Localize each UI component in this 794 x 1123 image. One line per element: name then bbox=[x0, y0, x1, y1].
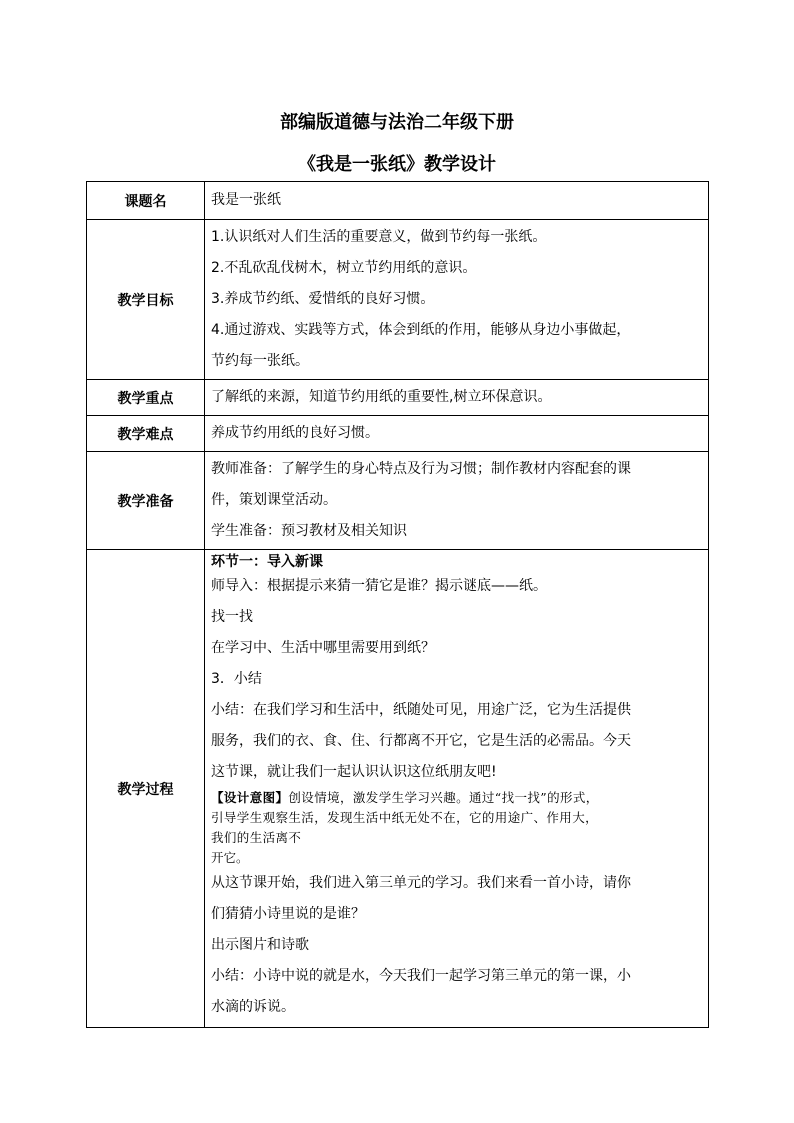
value-goals bbox=[205, 220, 709, 380]
process-line: 出示图片和诗歌 bbox=[211, 937, 309, 953]
table-row-focus bbox=[87, 380, 709, 416]
label-prep: 教学准备 bbox=[87, 452, 205, 550]
process-line: 小结：小诗中说的就是水，今天我们一起学习第三单元的第一课，小 bbox=[211, 968, 631, 984]
label-topic: 课题名 bbox=[87, 182, 205, 220]
label-process: 教学过程 bbox=[87, 550, 205, 1028]
design-intent-text: 创设情境，激发学生学习兴趣。通过“找一找”的形式， bbox=[288, 790, 599, 805]
prep-line: 教师准备：了解学生的身心特点及行为习惯；制作教材内容配套的课 bbox=[211, 461, 631, 477]
design-intent-line bbox=[211, 788, 702, 808]
goal-item: 节约每一张纸。 bbox=[211, 353, 309, 369]
process-line: 水滴的诉说。 bbox=[211, 999, 295, 1015]
topic-text: 我是一张纸 bbox=[211, 192, 281, 208]
process-line: 小结：在我们学习和生活中，纸随处可见，用途广泛，它为生活提供 bbox=[211, 702, 631, 718]
label-difficulty: 教学难点 bbox=[87, 416, 205, 452]
focus-text: 了解纸的来源，知道节约用纸的重要性,树立环保意识。 bbox=[211, 389, 552, 405]
process-line: 3．小结 bbox=[211, 671, 262, 687]
value-focus bbox=[205, 380, 709, 416]
table-row-prep bbox=[87, 452, 709, 550]
value-difficulty bbox=[205, 416, 709, 452]
table-row-goals bbox=[87, 220, 709, 380]
label-focus: 教学重点 bbox=[87, 380, 205, 416]
process-line: 从这节课开始，我们进入第三单元的学习。我们来看一首小诗，请你 bbox=[211, 875, 631, 891]
table-row-difficulty bbox=[87, 416, 709, 452]
value-process bbox=[205, 550, 709, 1028]
label-goals: 教学目标 bbox=[87, 220, 205, 380]
value-prep bbox=[205, 452, 709, 550]
prep-line: 学生准备：预习教材及相关知识 bbox=[211, 523, 407, 539]
process-line: 们猜猜小诗里说的是谁？ bbox=[211, 906, 365, 922]
design-intent bbox=[211, 788, 702, 848]
process-line: 服务，我们的衣、食、住、行都离不开它，它是生活的必需品。今天 bbox=[211, 733, 631, 749]
lesson-plan-table bbox=[86, 181, 709, 1028]
process-line: 这节课，就让我们一起认识认识这位纸朋友吧! bbox=[211, 764, 497, 780]
table-row-process bbox=[87, 550, 709, 1028]
value-topic bbox=[205, 182, 709, 220]
design-intent-tail: 开它。 bbox=[211, 850, 249, 865]
goal-item: 2.不乱砍乱伐树木，树立节约用纸的意识。 bbox=[211, 260, 477, 276]
goal-item: 4.通过游戏、实践等方式，体会到纸的作用，能够从身边小事做起， bbox=[211, 322, 631, 338]
goal-item: 3.养成节约纸、爱惜纸的良好习惯。 bbox=[211, 291, 435, 307]
document-title: 部编版道德与法治二年级下册 bbox=[280, 112, 514, 133]
goal-item: 1.认识纸对人们生活的重要意义，做到节约每一张纸。 bbox=[211, 229, 547, 245]
process-line: 师导入：根据提示来猜一猜它是谁？揭示谜底——纸。 bbox=[211, 578, 547, 594]
table-row-topic bbox=[87, 182, 709, 220]
process-line: 找一找 bbox=[211, 609, 253, 625]
process-line: 在学习中、生活中哪里需要用到纸？ bbox=[211, 640, 435, 656]
difficulty-text: 养成节约用纸的良好习惯。 bbox=[211, 425, 379, 441]
design-intent-line: 引导学生观察生活，发现生活中纸无处不在，它的用途广、作用大， bbox=[211, 810, 599, 825]
design-intent-line: 我们的生活离不 bbox=[211, 830, 302, 845]
design-intent-label: 【设计意图】 bbox=[211, 790, 289, 805]
document-subtitle: 《我是一张纸》教学设计 bbox=[298, 154, 496, 175]
process-section-heading: 环节一：导入新课 bbox=[211, 554, 323, 570]
prep-line: 件，策划课堂活动。 bbox=[211, 492, 337, 508]
